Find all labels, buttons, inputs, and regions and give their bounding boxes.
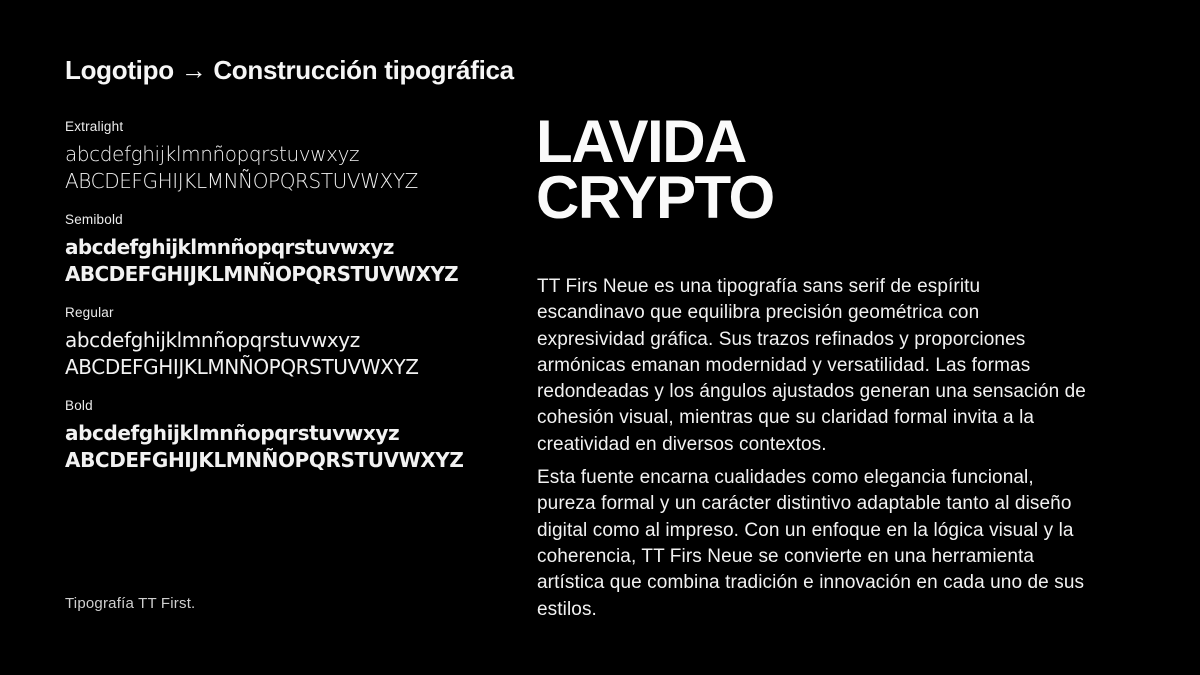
alphabet-lowercase: abcdefghijklmnñopqrstuvwxyz <box>65 421 400 445</box>
weight-label: Extralight <box>65 119 124 134</box>
wordmark-line-2: CRYPTO <box>536 164 774 231</box>
alphabet-lowercase: abcdefghijklmnñopqrstuvwxyz <box>65 328 360 352</box>
font-weight-specimen <box>65 119 495 491</box>
alphabet-uppercase: ABCDEFGHIJKLMNÑOPQRSTUVWXYZ <box>65 448 464 472</box>
weight-section-semibold <box>65 212 495 288</box>
weight-label: Regular <box>65 305 114 320</box>
weight-section-bold <box>65 398 495 474</box>
weight-label: Semibold <box>65 212 123 227</box>
wordmark-line-1: LAVIDA <box>536 108 746 175</box>
typeface-footnote: Tipografía TT First. <box>65 595 196 612</box>
alphabet-uppercase: ABCDEFGHIJKLMNÑOPQRSTUVWXYZ <box>65 262 459 286</box>
alphabet-lowercase: abcdefghijklmnñopqrstuvwxyz <box>65 235 394 259</box>
alphabet-uppercase: ABCDEFGHIJKLMNÑOPQRSTUVWXYZ <box>65 355 419 379</box>
page-title: Logotipo → Construcción tipográfica <box>65 55 514 85</box>
description-paragraph-2: Esta fuente encarna cualidades como elegancia funcional, pureza formal y un carácter distintivo adaptable tanto al diseño digital como al impreso. Con un enfoque en la lógica visual y la coherencia, TT Firs Neue se convierte en una herramienta artística que combina tradición e innovación en cada uno de sus estilos. <box>537 467 1085 620</box>
alphabet-uppercase: ABCDEFGHIJKLMNÑOPQRSTUVWXYZ <box>65 169 418 193</box>
lavida-crypto-wordmark <box>536 108 774 231</box>
typeface-description <box>537 274 1089 630</box>
weight-section-regular <box>65 305 495 381</box>
description-paragraph-1: TT Firs Neue es una tipografía sans serif de espíritu escandinavo que equilibra precisión geométrica con expresividad gráfica. Sus trazos refinados y proporciones armónicas emanan modernidad y versatilidad. Las formas redondeadas y los ángulos ajustados generan una sensación de cohesión visual, mientras que su claridad formal invita a la creatividad en diversos contextos. <box>537 276 1086 455</box>
alphabet-lowercase: abcdefghijklmnñopqrstuvwxyz <box>65 142 360 166</box>
weight-section-extralight <box>65 119 495 195</box>
weight-label: Bold <box>65 398 93 413</box>
